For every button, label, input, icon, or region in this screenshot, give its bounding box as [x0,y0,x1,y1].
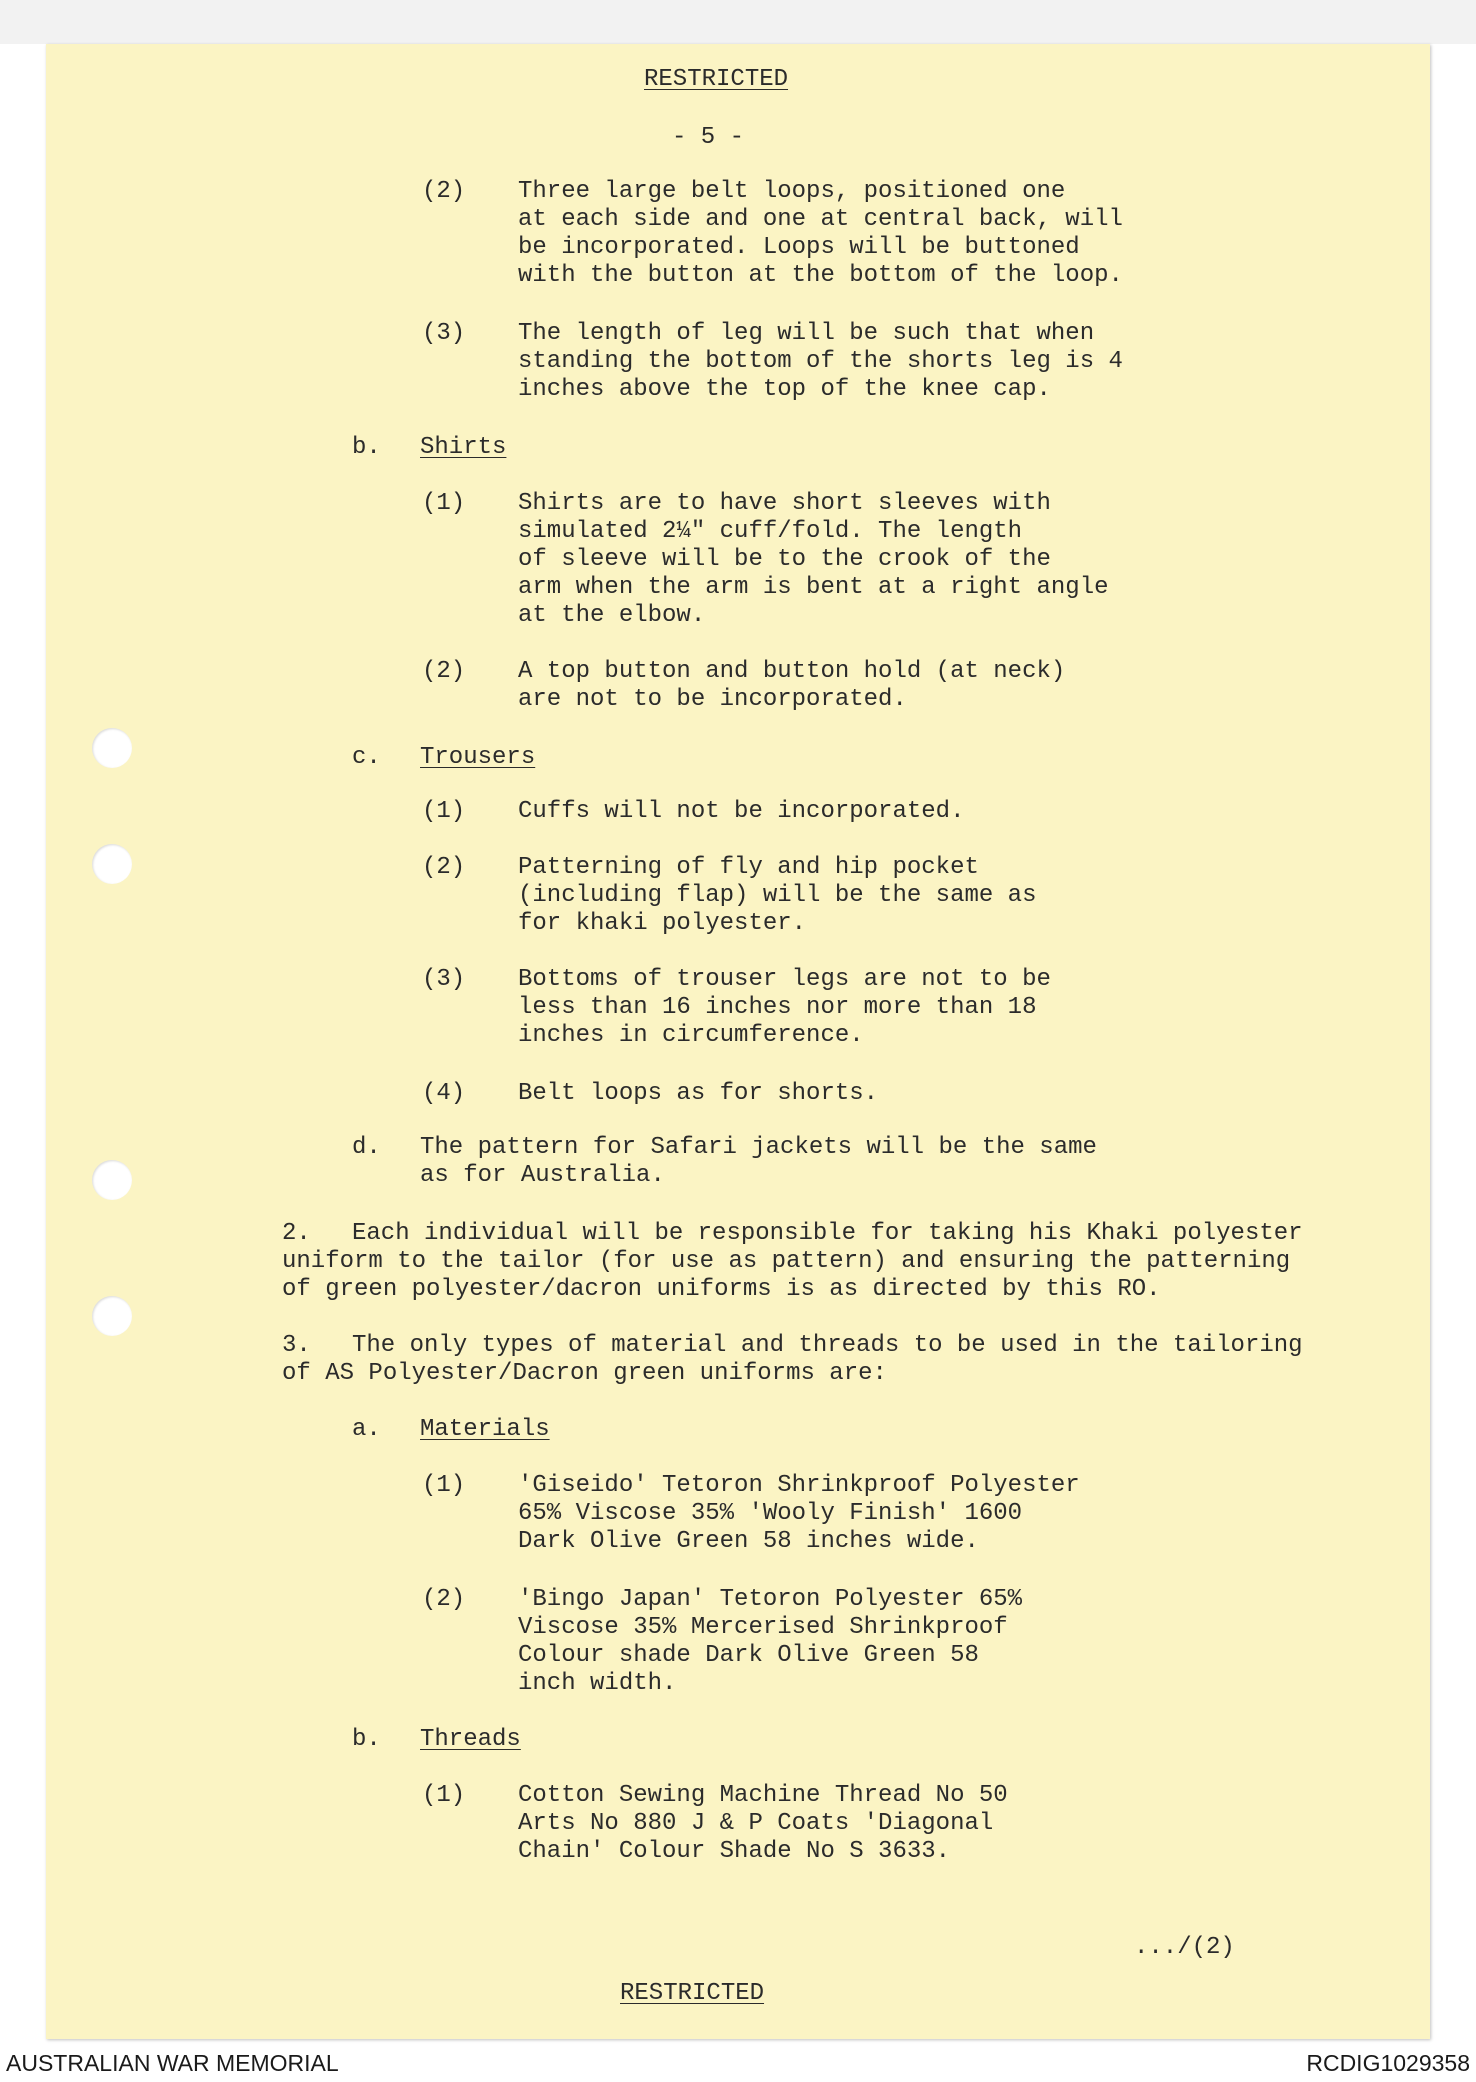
paragraph-line: The pattern for Safari jackets will be the same [420,1134,1097,1161]
document-page [46,44,1430,2039]
item-number: (2) [422,178,466,205]
item-line: Shirts are to have short sleeves with [518,490,1051,517]
item-number: (1) [422,1472,466,1499]
section-letter: a. [352,1416,381,1443]
item-line: at each side and one at central back, will [518,206,1123,233]
paragraph-line: of green polyester/dacron uniforms is as directed by this RO. [282,1276,1161,1303]
item-line: inch width. [518,1670,677,1697]
paragraph-number: 3. [282,1332,311,1359]
punch-hole [92,844,132,884]
punch-hole [92,1296,132,1336]
header-restricted: RESTRICTED [644,66,789,93]
section-heading-threads: Threads [420,1726,521,1753]
item-line: be incorporated. Loops will be buttoned [518,234,1080,261]
paragraph-line: uniform to the tailor (for use as pattern) and ensuring the patterning [282,1248,1291,1275]
item-line: 'Giseido' Tetoron Shrinkproof Polyester [518,1472,1080,1499]
viewer-top-strip [0,0,1476,44]
punch-hole [92,728,132,768]
item-line: (including flap) will be the same as [518,882,1037,909]
item-line: for khaki polyester. [518,910,807,937]
item-number: (3) [422,320,466,347]
item-line: at the elbow. [518,602,706,629]
punch-hole [92,1160,132,1200]
item-number: (2) [422,1586,466,1613]
item-line: less than 16 inches nor more than 18 [518,994,1037,1021]
item-line: Cuffs will not be incorporated. [518,798,965,825]
item-line: 65% Viscose 35% 'Wooly Finish' 1600 [518,1500,1023,1527]
section-letter: b. [352,434,381,461]
item-line: Three large belt loops, positioned one [518,178,1066,205]
item-line: Bottoms of trouser legs are not to be [518,966,1051,993]
section-heading-trousers: Trousers [420,744,536,771]
section-letter: d. [352,1134,381,1161]
paragraph-number: 2. [282,1220,311,1247]
item-line: Chain' Colour Shade No S 3633. [518,1838,951,1865]
item-number: (3) [422,966,466,993]
paragraph-line: Each individual will be responsible for taking his Khaki polyester [352,1220,1303,1247]
item-line: inches above the top of the knee cap. [518,376,1051,403]
item-line: Arts No 880 J & P Coats 'Diagonal [518,1810,994,1837]
item-number: (1) [422,798,466,825]
item-number: (2) [422,854,466,881]
item-line: 'Bingo Japan' Tetoron Polyester 65% [518,1586,1023,1613]
item-number: (1) [422,1782,466,1809]
footer-institution: AUSTRALIAN WAR MEMORIAL [6,2050,339,2076]
item-line: Belt loops as for shorts. [518,1080,879,1107]
item-line: Dark Olive Green 58 inches wide. [518,1528,979,1555]
section-letter: b. [352,1726,381,1753]
section-heading-shirts: Shirts [420,434,507,461]
item-line: The length of leg will be such that when [518,320,1095,347]
continuation-mark: .../(2) [1134,1934,1235,1961]
item-line: of sleeve will be to the crook of the [518,546,1051,573]
item-line: arm when the arm is bent at a right angle [518,574,1109,601]
item-line: are not to be incorporated. [518,686,907,713]
paragraph-line: of AS Polyester/Dacron green uniforms are: [282,1360,887,1387]
item-line: standing the bottom of the shorts leg is 4 [518,348,1123,375]
item-number: (1) [422,490,466,517]
item-number: (4) [422,1080,466,1107]
item-line: simulated 2¼" cuff/fold. The length [518,518,1023,545]
paragraph-line: The only types of material and threads to be used in the tailoring [352,1332,1303,1359]
section-letter: c. [352,744,381,771]
item-line: A top button and button hold (at neck) [518,658,1066,685]
item-line: Viscose 35% Mercerised Shrinkproof [518,1614,1008,1641]
footer-record-id: RCDIG1029358 [1306,2050,1470,2076]
item-line: Colour shade Dark Olive Green 58 [518,1642,979,1669]
section-heading-materials: Materials [420,1416,550,1443]
footer-restricted: RESTRICTED [620,1980,765,2007]
page-number: - 5 - [672,124,745,151]
item-line: Patterning of fly and hip pocket [518,854,979,881]
paragraph-line: as for Australia. [420,1162,665,1189]
item-line: inches in circumference. [518,1022,864,1049]
item-line: with the button at the bottom of the loop. [518,262,1123,289]
item-number: (2) [422,658,466,685]
item-line: Cotton Sewing Machine Thread No 50 [518,1782,1008,1809]
